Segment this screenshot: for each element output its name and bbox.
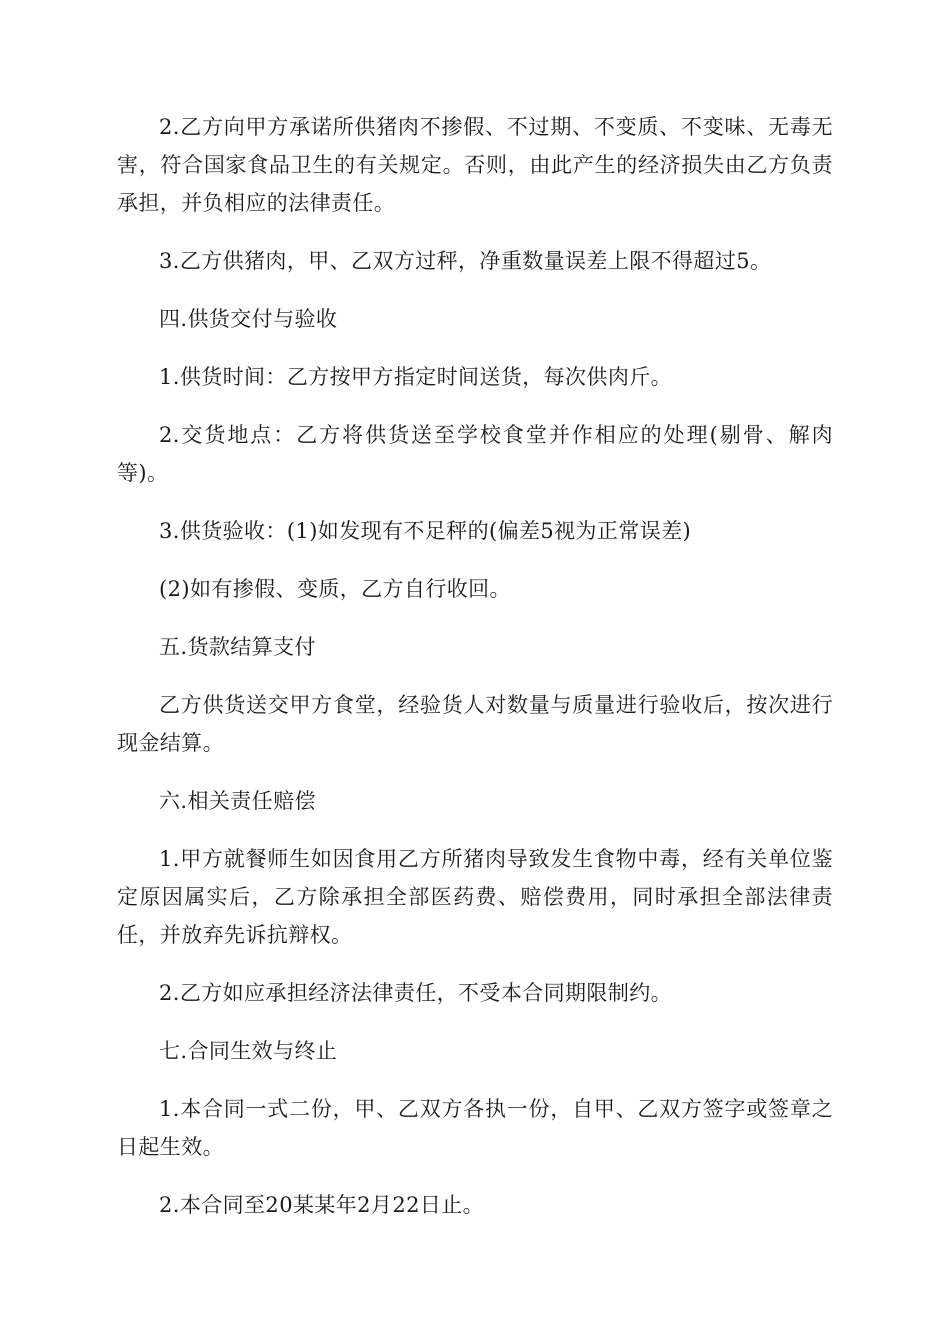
- clause-liability-1: 1.甲方就餐师生如因食用乙方所猪肉导致发生食物中毒，经有关单位鉴定原因属实后，乙方除承担全部医药费、赔偿费用，同时承担全部法律责任，并放弃先诉抗辩权。: [117, 847, 833, 947]
- section-heading-liability: 六.相关责任赔偿: [159, 789, 316, 813]
- clause-3-weighing: 3.乙方供猪肉，甲、乙双方过秤，净重数量误差上限不得超过5。: [159, 249, 772, 273]
- clause-payment: 乙方供货送交甲方食堂，经验货人对数量与质量进行验收后，按次进行现金结算。: [117, 693, 833, 755]
- clause-delivery-time: 1.供货时间：乙方按甲方指定时间送货，每次供肉斤。: [159, 365, 673, 389]
- clause-acceptance-2: (2)如有掺假、变质，乙方自行收回。: [159, 577, 511, 601]
- clause-delivery-location: 2.交货地点：乙方将供货送至学校食堂并作相应的处理(剔骨、解肉等)。: [117, 423, 833, 485]
- clause-liability-2: 2.乙方如应承担经济法律责任，不受本合同期限制约。: [159, 981, 673, 1005]
- section-heading-delivery: 四.供货交付与验收: [159, 307, 338, 331]
- clause-effect-2: 2.本合同至20某某年2月22日止。: [159, 1193, 485, 1217]
- section-heading-payment: 五.货款结算支付: [159, 635, 316, 659]
- document-page: [117, 108, 833, 1244]
- section-heading-effect: 七.合同生效与终止: [159, 1039, 338, 1063]
- clause-effect-1: 1.本合同一式二份，甲、乙双方各执一份，自甲、乙双方签字或签章之日起生效。: [117, 1097, 833, 1159]
- clause-2-quality-promise: 2.乙方向甲方承诺所供猪肉不掺假、不过期、不变质、不变味、无毒无害，符合国家食品卫生的有关规定。否则，由此产生的经济损失由乙方负责承担，并负相应的法律责任。: [117, 115, 833, 215]
- clause-acceptance-1: 3.供货验收：(1)如发现有不足秤的(偏差5视为正常误差): [159, 519, 692, 543]
